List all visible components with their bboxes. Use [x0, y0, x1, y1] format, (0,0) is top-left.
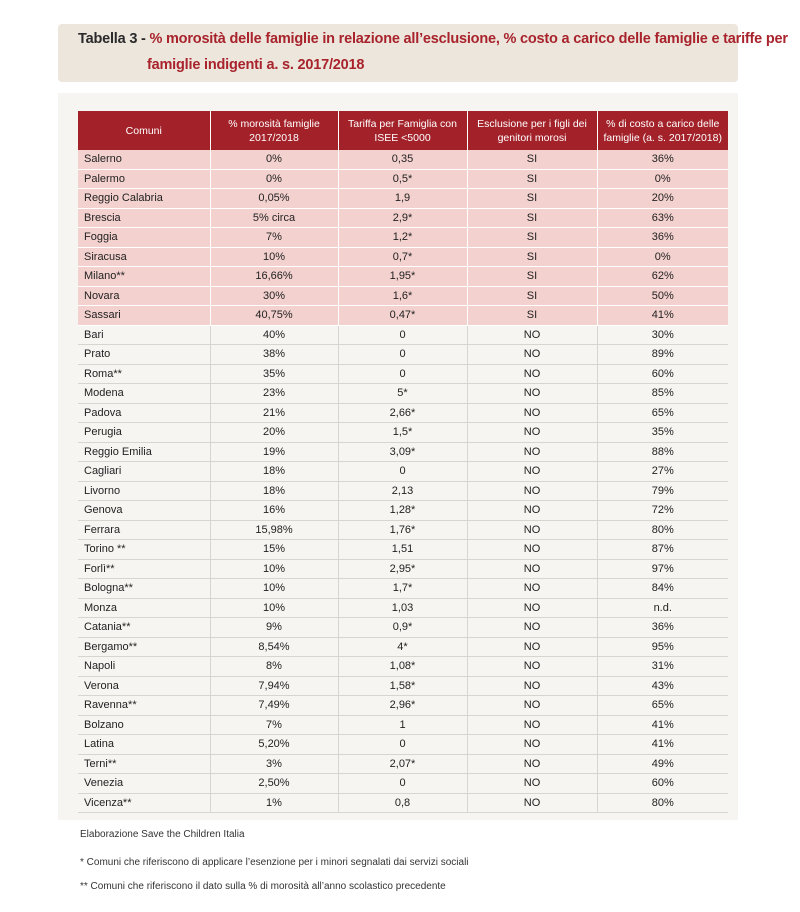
cell-morosita: 1% [210, 793, 338, 813]
cell-costo: 97% [597, 559, 728, 579]
cell-tariffa: 1,7* [338, 579, 467, 599]
cell-tariffa: 2,96* [338, 696, 467, 716]
header-esclusione: Esclusione per i figli dei genitori morosi [467, 111, 597, 150]
cell-comune: Bologna** [78, 579, 210, 599]
table-row [78, 267, 728, 287]
cell-morosita: 8% [210, 657, 338, 677]
table-number-label: Tabella 3 - [78, 31, 150, 47]
cell-comune: Padova [78, 403, 210, 423]
header-tariffa: Tariffa per Famiglia con ISEE <5000 [338, 111, 467, 150]
cell-esclusione: NO [467, 754, 597, 774]
cell-esclusione: NO [467, 384, 597, 404]
cell-morosita: 16% [210, 501, 338, 521]
cell-tariffa: 1,51 [338, 540, 467, 560]
cell-costo: 50% [597, 286, 728, 306]
cell-tariffa: 0 [338, 735, 467, 755]
cell-esclusione: NO [467, 520, 597, 540]
cell-morosita: 35% [210, 364, 338, 384]
cell-comune: Salerno [78, 150, 210, 169]
cell-costo: 87% [597, 540, 728, 560]
cell-esclusione: NO [467, 696, 597, 716]
cell-comune: Cagliari [78, 462, 210, 482]
cell-esclusione: SI [467, 208, 597, 228]
cell-comune: Palermo [78, 169, 210, 189]
cell-costo: 27% [597, 462, 728, 482]
cell-tariffa: 5* [338, 384, 467, 404]
cell-morosita: 16,66% [210, 267, 338, 287]
cell-morosita: 10% [210, 247, 338, 267]
cell-comune: Ferrara [78, 520, 210, 540]
cell-costo: 31% [597, 657, 728, 677]
header-costo: % di costo a carico delle famiglie (a. s. 2017/2018) [597, 111, 728, 150]
cell-tariffa: 2,07* [338, 754, 467, 774]
table-row [78, 208, 728, 228]
cell-costo: 84% [597, 579, 728, 599]
cell-comune: Brescia [78, 208, 210, 228]
table-row [78, 793, 728, 813]
cell-tariffa: 0,7* [338, 247, 467, 267]
cell-costo: 65% [597, 403, 728, 423]
cell-esclusione: SI [467, 189, 597, 209]
cell-comune: Latina [78, 735, 210, 755]
table-row [78, 325, 728, 345]
cell-comune: Vicenza** [78, 793, 210, 813]
table-row [78, 247, 728, 267]
cell-esclusione: NO [467, 637, 597, 657]
table-row [78, 286, 728, 306]
cell-costo: 0% [597, 169, 728, 189]
source-note: Elaborazione Save the Children Italia [80, 829, 245, 840]
cell-costo: 0% [597, 247, 728, 267]
cell-comune: Napoli [78, 657, 210, 677]
data-table [78, 111, 728, 813]
cell-morosita: 21% [210, 403, 338, 423]
cell-esclusione: SI [467, 150, 597, 169]
table-row [78, 540, 728, 560]
cell-comune: Reggio Calabria [78, 189, 210, 209]
cell-tariffa: 2,13 [338, 481, 467, 501]
cell-morosita: 20% [210, 423, 338, 443]
table-row [78, 150, 728, 169]
cell-esclusione: SI [467, 267, 597, 287]
table-row [78, 364, 728, 384]
cell-esclusione: SI [467, 247, 597, 267]
footnote-double-asterisk: ** Comuni che riferiscono il dato sulla % di morosità all’anno scolastico precedente [80, 881, 446, 892]
cell-comune: Novara [78, 286, 210, 306]
table-title-text-line1: % morosità delle famiglie in relazione all’esclusione, % costo a carico delle famiglie e tariffe per [149, 31, 788, 47]
cell-esclusione: NO [467, 793, 597, 813]
table-row [78, 754, 728, 774]
cell-comune: Torino ** [78, 540, 210, 560]
cell-morosita: 5% circa [210, 208, 338, 228]
cell-tariffa: 3,09* [338, 442, 467, 462]
cell-comune: Verona [78, 676, 210, 696]
cell-costo: 89% [597, 345, 728, 365]
cell-comune: Genova [78, 501, 210, 521]
table-row [78, 345, 728, 365]
cell-tariffa: 2,95* [338, 559, 467, 579]
table-row [78, 579, 728, 599]
cell-morosita: 0,05% [210, 189, 338, 209]
cell-esclusione: NO [467, 325, 597, 345]
table-title-box [58, 24, 788, 82]
cell-costo: 60% [597, 774, 728, 794]
cell-morosita: 38% [210, 345, 338, 365]
cell-morosita: 23% [210, 384, 338, 404]
cell-comune: Terni** [78, 754, 210, 774]
cell-tariffa: 0 [338, 345, 467, 365]
cell-tariffa: 1,58* [338, 676, 467, 696]
table-body [78, 150, 728, 813]
cell-costo: n.d. [597, 598, 728, 618]
table-title [78, 31, 788, 47]
cell-comune: Bolzano [78, 715, 210, 735]
cell-comune: Prato [78, 345, 210, 365]
table-row [78, 306, 728, 326]
cell-esclusione: NO [467, 481, 597, 501]
cell-morosita: 40,75% [210, 306, 338, 326]
cell-morosita: 10% [210, 598, 338, 618]
cell-costo: 49% [597, 754, 728, 774]
table-row [78, 774, 728, 794]
cell-tariffa: 0,5* [338, 169, 467, 189]
cell-morosita: 8,54% [210, 637, 338, 657]
cell-morosita: 40% [210, 325, 338, 345]
cell-morosita: 7% [210, 228, 338, 248]
table-row [78, 637, 728, 657]
cell-comune: Sassari [78, 306, 210, 326]
cell-tariffa: 1,03 [338, 598, 467, 618]
cell-tariffa: 0 [338, 774, 467, 794]
table-row [78, 228, 728, 248]
table-row [78, 598, 728, 618]
cell-costo: 80% [597, 520, 728, 540]
cell-comune: Modena [78, 384, 210, 404]
cell-comune: Roma** [78, 364, 210, 384]
cell-costo: 95% [597, 637, 728, 657]
cell-tariffa: 1,2* [338, 228, 467, 248]
cell-esclusione: NO [467, 735, 597, 755]
cell-tariffa: 1,9 [338, 189, 467, 209]
cell-morosita: 5,20% [210, 735, 338, 755]
table-row [78, 735, 728, 755]
cell-esclusione: NO [467, 442, 597, 462]
table-row [78, 676, 728, 696]
cell-tariffa: 0 [338, 364, 467, 384]
cell-tariffa: 1,76* [338, 520, 467, 540]
cell-morosita: 19% [210, 442, 338, 462]
header-comuni: Comuni [78, 111, 210, 150]
cell-tariffa: 4* [338, 637, 467, 657]
cell-tariffa: 1,95* [338, 267, 467, 287]
table-row [78, 618, 728, 638]
cell-comune: Monza [78, 598, 210, 618]
cell-comune: Siracusa [78, 247, 210, 267]
table-title-text-line2: famiglie indigenti a. s. 2017/2018 [147, 57, 365, 73]
table-row [78, 559, 728, 579]
cell-costo: 80% [597, 793, 728, 813]
cell-comune: Catania** [78, 618, 210, 638]
cell-comune: Livorno [78, 481, 210, 501]
cell-costo: 35% [597, 423, 728, 443]
cell-costo: 41% [597, 735, 728, 755]
cell-tariffa: 1,6* [338, 286, 467, 306]
cell-costo: 85% [597, 384, 728, 404]
table-row [78, 462, 728, 482]
cell-costo: 63% [597, 208, 728, 228]
cell-tariffa: 1,5* [338, 423, 467, 443]
cell-esclusione: NO [467, 579, 597, 599]
cell-tariffa: 0,35 [338, 150, 467, 169]
cell-costo: 79% [597, 481, 728, 501]
cell-morosita: 0% [210, 169, 338, 189]
cell-costo: 60% [597, 364, 728, 384]
header-morosita: % morosità famiglie 2017/2018 [210, 111, 338, 150]
table-row [78, 384, 728, 404]
cell-morosita: 10% [210, 579, 338, 599]
table-row [78, 501, 728, 521]
cell-costo: 36% [597, 618, 728, 638]
table-row [78, 403, 728, 423]
cell-comune: Bari [78, 325, 210, 345]
cell-esclusione: NO [467, 540, 597, 560]
table-row [78, 657, 728, 677]
cell-tariffa: 2,66* [338, 403, 467, 423]
cell-morosita: 7% [210, 715, 338, 735]
table-row [78, 169, 728, 189]
cell-costo: 72% [597, 501, 728, 521]
cell-esclusione: NO [467, 364, 597, 384]
cell-tariffa: 0 [338, 462, 467, 482]
cell-esclusione: SI [467, 306, 597, 326]
table-row [78, 696, 728, 716]
cell-esclusione: SI [467, 286, 597, 306]
cell-comune: Venezia [78, 774, 210, 794]
cell-morosita: 15,98% [210, 520, 338, 540]
cell-esclusione: NO [467, 657, 597, 677]
cell-morosita: 3% [210, 754, 338, 774]
cell-esclusione: NO [467, 598, 597, 618]
cell-esclusione: NO [467, 559, 597, 579]
table-header-row [78, 111, 728, 150]
cell-esclusione: NO [467, 715, 597, 735]
cell-comune: Bergamo** [78, 637, 210, 657]
cell-tariffa: 2,9* [338, 208, 467, 228]
cell-comune: Ravenna** [78, 696, 210, 716]
cell-tariffa: 0 [338, 325, 467, 345]
cell-costo: 36% [597, 228, 728, 248]
cell-costo: 41% [597, 306, 728, 326]
cell-esclusione: NO [467, 403, 597, 423]
cell-costo: 88% [597, 442, 728, 462]
cell-costo: 30% [597, 325, 728, 345]
cell-esclusione: NO [467, 676, 597, 696]
cell-esclusione: NO [467, 345, 597, 365]
cell-comune: Forlì** [78, 559, 210, 579]
cell-morosita: 0% [210, 150, 338, 169]
cell-tariffa: 1,08* [338, 657, 467, 677]
cell-comune: Foggia [78, 228, 210, 248]
cell-costo: 65% [597, 696, 728, 716]
table-row [78, 442, 728, 462]
cell-morosita: 30% [210, 286, 338, 306]
cell-costo: 20% [597, 189, 728, 209]
cell-esclusione: NO [467, 774, 597, 794]
cell-morosita: 9% [210, 618, 338, 638]
cell-esclusione: NO [467, 501, 597, 521]
table-row [78, 423, 728, 443]
cell-tariffa: 0,9* [338, 618, 467, 638]
table-row [78, 189, 728, 209]
cell-esclusione: NO [467, 462, 597, 482]
cell-tariffa: 0,8 [338, 793, 467, 813]
cell-costo: 43% [597, 676, 728, 696]
table-row [78, 715, 728, 735]
cell-morosita: 10% [210, 559, 338, 579]
cell-tariffa: 0,47* [338, 306, 467, 326]
cell-morosita: 18% [210, 462, 338, 482]
cell-esclusione: SI [467, 169, 597, 189]
cell-esclusione: SI [467, 228, 597, 248]
cell-tariffa: 1,28* [338, 501, 467, 521]
table-row [78, 481, 728, 501]
cell-esclusione: NO [467, 618, 597, 638]
footnote-single-asterisk: * Comuni che riferiscono di applicare l’esenzione per i minori segnalati dai servizi sociali [80, 857, 469, 868]
cell-costo: 62% [597, 267, 728, 287]
cell-morosita: 18% [210, 481, 338, 501]
cell-comune: Milano** [78, 267, 210, 287]
cell-morosita: 2,50% [210, 774, 338, 794]
cell-morosita: 7,49% [210, 696, 338, 716]
cell-morosita: 7,94% [210, 676, 338, 696]
cell-morosita: 15% [210, 540, 338, 560]
table-row [78, 520, 728, 540]
cell-costo: 36% [597, 150, 728, 169]
cell-comune: Reggio Emilia [78, 442, 210, 462]
cell-costo: 41% [597, 715, 728, 735]
cell-comune: Perugia [78, 423, 210, 443]
cell-esclusione: NO [467, 423, 597, 443]
cell-tariffa: 1 [338, 715, 467, 735]
